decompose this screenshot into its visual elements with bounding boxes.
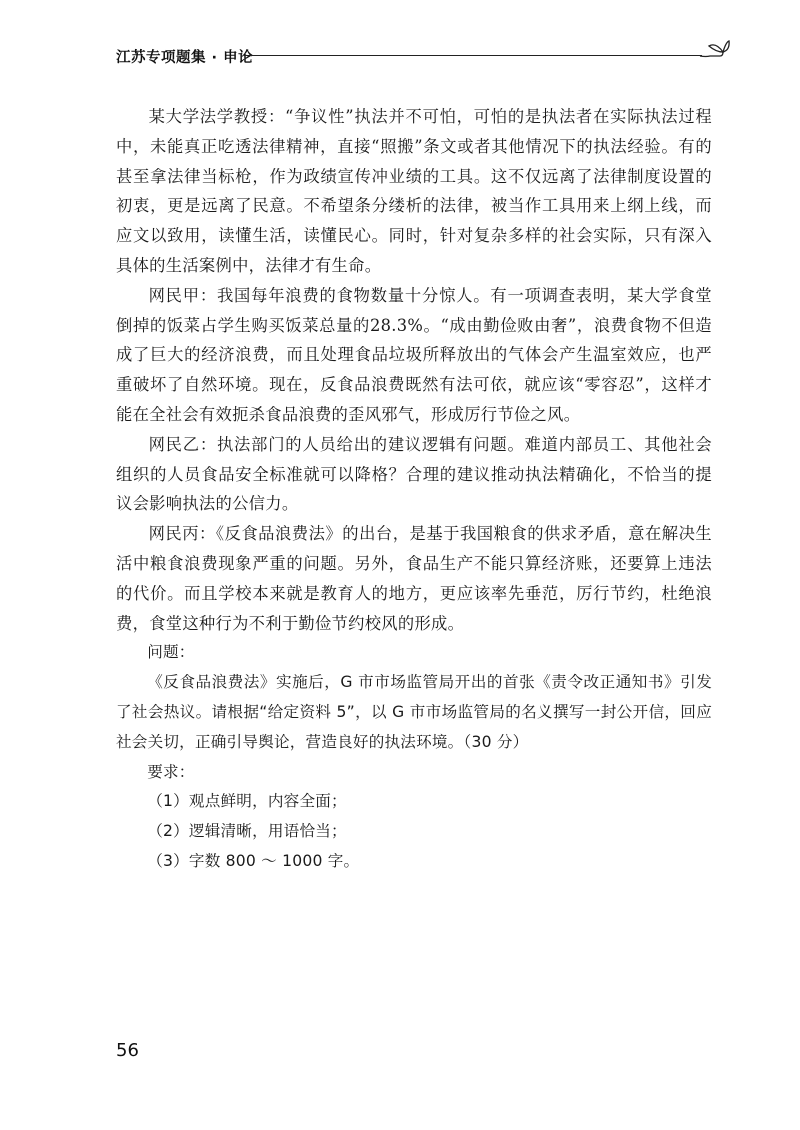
sprout-icon <box>696 38 730 68</box>
paragraph-professor: 某大学法学教授：“争议性”执法并不可怕，可怕的是执法者在实际执法过程中，未能真正吃透法律精神，直接“照搬”条文或者其他情况下的执法经验。有的甚至拿法律当标枪，作为政绩宣传冲业绩的工具。这不仅远离了法律制度设置的初衷，更是远离了民意。不希望条分缕析的法律，被当作工具用来上纲上线，而应文以致用，读懂生活，读懂民心。同时，针对复杂多样的社会实际，只有深入具体的生活案例中，法律才有生命。 <box>116 107 712 275</box>
paragraph-netizen-c: 网民丙：《反食品浪费法》的出台，是基于我国粮食的供求矛盾，意在解决生活中粮食浪费现象严重的问题。另外，食品生产不能只算经济账，还要算上违法的代价。而且学校本来就是教育人的地方，更应该率先垂范，厉行节约，杜绝浪费，食堂这种行为不利于勤俭节约校风的形成。 <box>116 524 712 633</box>
header-rule <box>244 55 702 56</box>
requirement-item: （3）字数 800 ～ 1000 字。 <box>147 851 360 870</box>
paragraph-netizen-a: 网民甲：我国每年浪费的食物数量十分惊人。有一项调查表明，某大学食堂倒掉的饭菜占学生购买饭菜总量的28.3%。“成由勤俭败由奢”，浪费食物不但造成了巨大的经济浪费，而且处理食品垃圾所释放出的气体会产生温室效应，也严重破坏了自然环境。现在，反食品浪费既然有法可依，就应该“零容忍”，这样才能在全社会有效扼杀食品浪费的歪风邪气，形成厉行节俭之风。 <box>116 285 712 424</box>
paragraph-netizen-b: 网民乙：执法部门的人员给出的建议逻辑有问题。难道内部员工、其他社会组织的人员食品安全标准就可以降格？合理的建议推动执法精确化，不恰当的提议会影响执法的公信力。 <box>116 434 712 514</box>
page-number: 56 <box>116 1040 139 1061</box>
question-text: 《反食品浪费法》实施后，G 市市场监管局开出的首张《责令改正通知书》引发了社会热议。请根据“给定资料 5”，以 G 市市场监管局的名义撰写一封公开信，回应社会关切，正确引导舆论，营造良好的执法环境。（30 分） <box>116 673 712 751</box>
question-label: 问题： <box>147 643 195 662</box>
requirement-item: （2）逻辑清晰，用语恰当； <box>147 822 347 841</box>
book-title: 江苏专项题集 · 申论 <box>116 50 254 66</box>
question-block <box>116 638 712 876</box>
requirement-item: （1）观点鲜明，内容全面； <box>147 792 347 811</box>
requirements-label: 要求： <box>147 762 195 781</box>
page-header <box>116 38 728 74</box>
page-content <box>116 102 712 877</box>
